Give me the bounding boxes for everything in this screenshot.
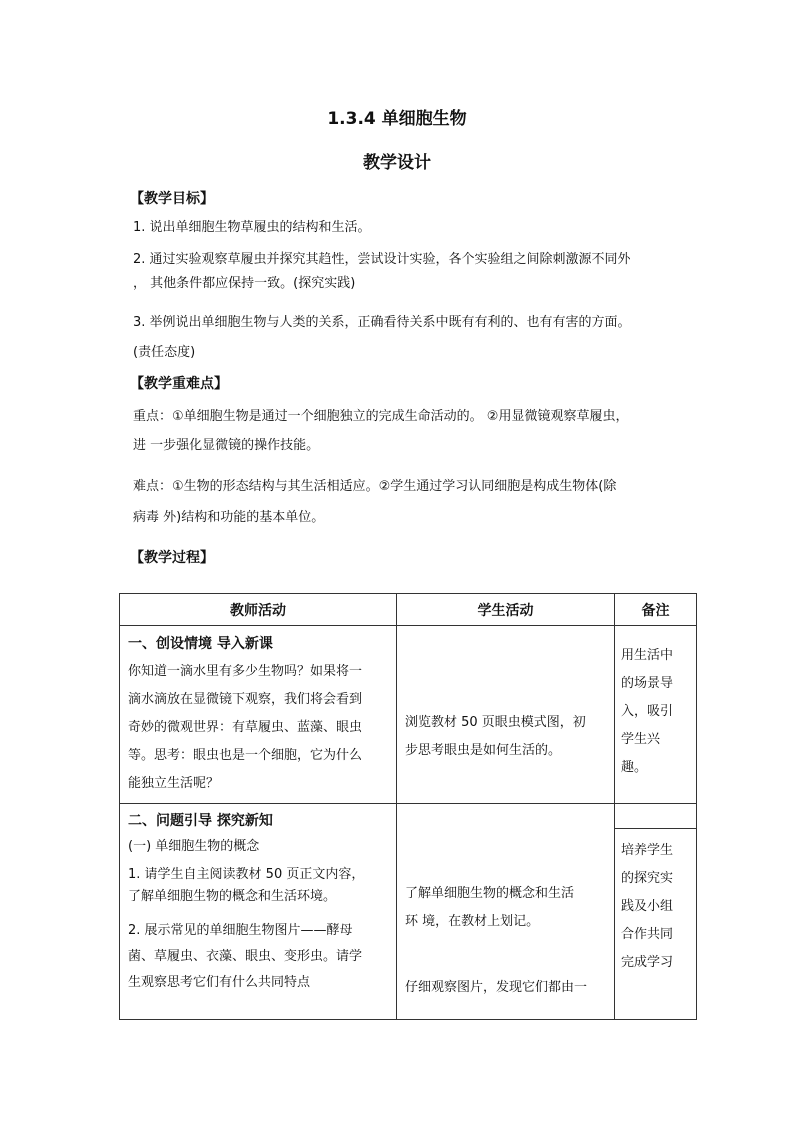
student-text-line: 步思考眼虫是如何生活的。 [405,742,562,758]
teacher-text-line: 能独立生活呢？ [128,776,220,791]
student-activity-cell [397,626,615,804]
teacher-activity-cell [120,804,397,1020]
goal-2-line-1: 2. 通过实验观察草履虫并探究其趋性，尝试设计实验，各个实验组之间除刺激源不同外 [133,252,631,267]
student-text-line: 仔细观察图片，发现它们都由一 [405,980,588,995]
teacher-text-line: 你知道一滴水里有多少生物吗？如果将一 [128,664,363,679]
header-student-activity: 学生活动 [397,594,615,626]
teacher-text-line: 菌、草履虫、衣藻、眼虫、变形虫。请学 [128,949,363,964]
header-notes: 备注 [615,594,697,626]
subsection-heading: (一) 单细胞生物的概念 [128,839,260,854]
lesson-process-table [119,593,697,1020]
student-text-line: 环 境，在教材上划记。 [405,914,540,929]
teacher-text-line: 奇妙的微观世界：有草履虫、蓝藻、眼虫 [128,720,363,735]
teacher-text-line: 生观察思考它们有什么共同特点 [128,975,311,990]
student-text-line: 浏览教材 50 页眼虫模式图，初 [405,714,586,730]
goal-3-line-2: (责任态度) [133,345,196,360]
stage-heading: 一、创设情境 导入新课 [128,636,273,652]
note-line: 的场景导 [621,676,674,691]
teacher-text-line: 2. 展示常见的单细胞生物图片——酵母 [128,923,353,938]
table-row [120,804,697,1020]
note-line: 趣。 [621,760,648,775]
document-subtitle: 教学设计 [363,153,431,173]
goal-2-line-2: ， 其他条件都应保持一致。(探究实践) [133,276,356,291]
note-line: 合作共同 [621,927,674,942]
teacher-text-line: 1. 请学生自主阅读教材 50 页正文内容， [128,867,365,882]
note-line: 培养学生 [621,843,674,858]
student-text-line: 了解单细胞生物的概念和生活 [405,886,575,901]
difficulty-line-1: 难点：①生物的形态结构与其生活相适应。②学生通过学习认同细胞是构成生物体(除 [133,479,617,494]
section-heading-key-points: 【教学重难点】 [130,376,228,392]
note-line: 的探究实 [621,871,674,886]
note-line: 用生活中 [621,648,674,663]
key-point-line-2: 进 一步强化显微镜的操作技能。 [133,438,320,453]
notes-cell [615,804,697,1020]
note-line: 入，吸引 [621,704,674,719]
stage-heading: 二、问题引导 探究新知 [128,813,273,829]
goal-3-line-1: 3. 举例说出单细胞生物与人类的关系，正确看待关系中既有有利的、也有有害的方面。 [133,315,631,330]
goal-1: 1. 说出单细胞生物草履虫的结构和生活。 [133,220,371,235]
teacher-activity-cell [120,626,397,804]
notes-cell-divider [615,804,696,829]
table-row [120,626,697,804]
difficulty-line-2: 病毒 外)结构和功能的基本单位。 [133,510,325,525]
section-heading-goals: 【教学目标】 [130,191,214,207]
table-header-row [120,594,697,626]
section-heading-process: 【教学过程】 [130,550,214,566]
header-teacher-activity: 教师活动 [120,594,397,626]
notes-cell [615,626,697,804]
student-activity-cell [397,804,615,1020]
teacher-text-line: 滴水滴放在显微镜下观察，我们将会看到 [128,692,363,707]
teacher-text-line: 等。思考：眼虫也是一个细胞，它为什么 [128,748,363,763]
note-line: 学生兴 [621,732,661,747]
note-line: 践及小组 [621,899,674,914]
document-title: 1.3.4 单细胞生物 [327,109,467,129]
teacher-text-line: 了解单细胞生物的概念和生活环境。 [128,889,337,904]
note-line: 完成学习 [621,955,674,970]
key-point-line-1: 重点：①单细胞生物是通过一个细胞独立的完成生命活动的。 ②用显微镜观察草履虫， [133,409,629,424]
